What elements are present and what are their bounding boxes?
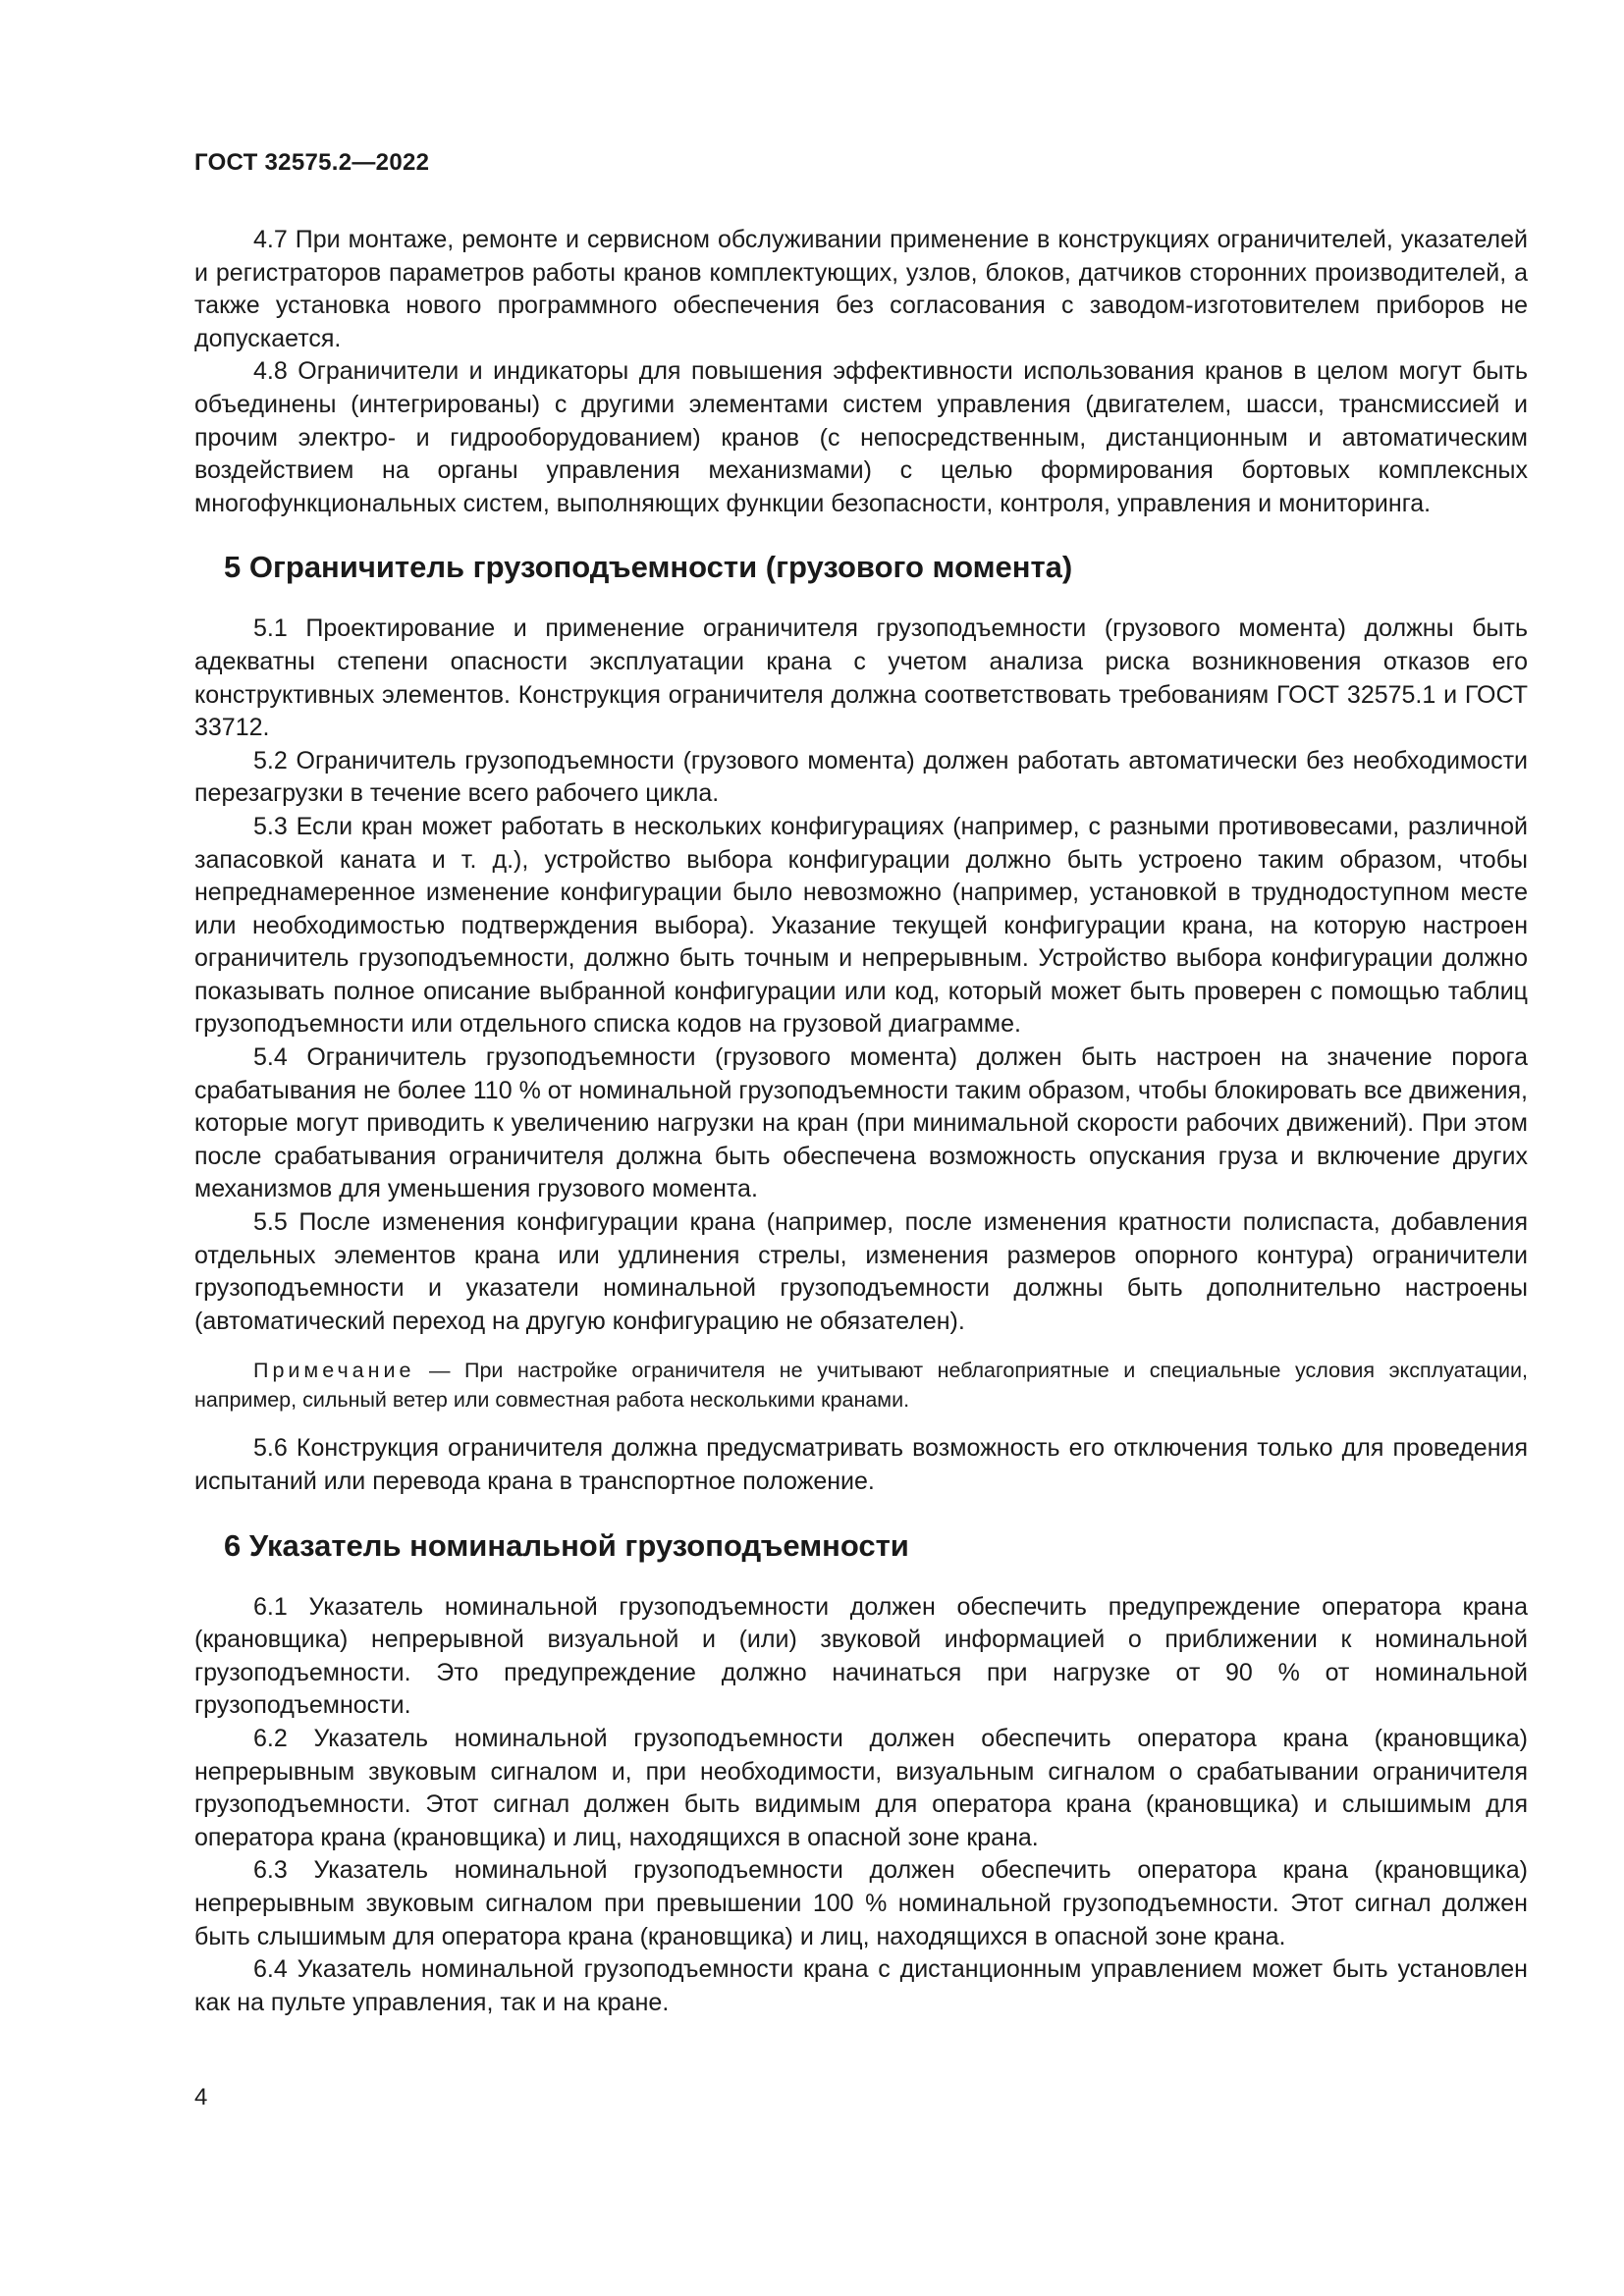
paragraph-6-1: 6.1 Указатель номинальной грузоподъемности должен обеспечить предупреждение оператора крана (крановщика) непрерывной визуальной и (или) звуковой информацией о приближении к номинальной грузоподъемности. Это предупреждение должно начинаться при нагрузке от 90 % от номинальной грузоподъемности. <box>194 1592 1528 1720</box>
paragraph-5-2: 5.2 Ограничитель грузоподъемности (грузового момента) должен работать автоматически без необходимости перезагрузки в течение всего рабочего цикла. <box>194 746 1528 808</box>
paragraph-6-4: 6.4 Указатель номинальной грузоподъемности крана с дистанционным управлением может быть установлен как на пульте управления, так и на кране. <box>194 1955 1528 2016</box>
paragraph-5-1: 5.1 Проектирование и применение ограничителя грузоподъемности (грузового момента) должны быть адекватны степени опасности эксплуатации крана с учетом анализа риска возникновения отказов его конструктивных элементов. Конструкция ограничителя должна соответствовать требованиям ГОСТ 32575.1 и ГОСТ 33712. <box>194 614 1528 742</box>
paragraph-5-5: 5.5 После изменения конфигурации крана (например, после изменения кратности полиспаста, добавления отдельных элементов крана или удлинения стрелы, изменения размеров опорного контура) ограничители грузоподъемности и указатели номинальной грузоподъемности должны быть дополнительно настроены (автоматический переход на другую конфигурацию не обязателен). <box>194 1208 1528 1335</box>
paragraph-6-3: 6.3 Указатель номинальной грузоподъемности должен обеспечить оператора крана (крановщика) непрерывным звуковым сигналом при превышении 100 % номинальной грузоподъемности. Этот сигнал должен быть слышимым для оператора крана (крановщика) и лиц, находящихся в опасной зоне крана. <box>194 1856 1528 1950</box>
note <box>194 1356 1528 1415</box>
paragraph-5-3: 5.3 Если кран может работать в нескольких конфигурациях (например, с разными противовесами, различной запасовкой каната и т. д.), устройство выбора конфигурации должно быть устроено таким образом, чтобы непреднамеренное изменение конфигурации было невозможно (например, установкой в труднодоступном месте или необходимостью подтверждения выбора). Указание текущей конфигурации крана, на которую настроен ограничитель грузоподъемности, должно быть точным и непрерывным. Устройство выбора конфигурации должно показывать полное описание выбранной конфигурации или код, который может быть проверен с помощью таблиц грузоподъемности или отдельного списка кодов на грузовой диаграмме. <box>194 812 1528 1039</box>
page-content <box>194 224 1528 2019</box>
paragraph-4-7: 4.7 При монтаже, ремонте и сервисном обслуживании применение в конструкциях ограничителей, указателей и регистраторов параметров работы кранов комплектующих, узлов, блоков, датчиков сторонних производителей, а также установка нового программного обеспечения без согласования с заводом-изготовителем приборов не допускается. <box>194 226 1528 352</box>
page-number: 4 <box>194 2084 208 2110</box>
paragraph-4-8: 4.8 Ограничители и индикаторы для повышения эффективности использования кранов в целом могут быть объединены (интегрированы) с другими элементами систем управления (двигателем, шасси, трансмиссией и прочим электро- и гидрооборудованием) кранов (с непосредственным, дистанционным и автоматическим воздействием на органы управления механизмами) с целью формирования бортовых комплексных многофункциональных систем, выполняющих функции безопасности, контроля, управления и мониторинга. <box>194 357 1528 517</box>
paragraph-6-2: 6.2 Указатель номинальной грузоподъемности должен обеспечить оператора крана (крановщика) непрерывным звуковым сигналом и, при необходимости, визуальным сигналом о срабатывании ограничителя грузоподъемности. Этот сигнал должен быть видимым для оператора крана (крановщика) и слышимым для оператора крана (крановщика) и лиц, находящихся в опасной зоне крана. <box>194 1724 1528 1851</box>
section-heading-5: 5 Ограничитель грузоподъемности (грузового момента) <box>224 550 1073 585</box>
note-label: Примечание <box>253 1359 415 1383</box>
running-header: ГОСТ 32575.2—2022 <box>194 149 430 176</box>
paragraph-5-4: 5.4 Ограничитель грузоподъемности (грузового момента) должен быть настроен на значение порога срабатывания не более 110 % от номинальной грузоподъемности таким образом, чтобы блокировать все движения, которые могут приводить к увеличению нагрузки на кран (при минимальной скорости рабочих движений). При этом после срабатывания ограничителя должна быть обеспечена возможность опускания груза и включение других механизмов для уменьшения грузового момента. <box>194 1043 1528 1203</box>
section-heading-6: 6 Указатель номинальной грузоподъемности <box>224 1527 909 1563</box>
paragraph-5-6: 5.6 Конструкция ограничителя должна предусматривать возможность его отключения только для проведения испытаний или перевода крана в транспортное положение. <box>194 1434 1528 1495</box>
note-text: — При настройке ограничителя не учитывают неблагоприятные и специальные условия эксплуатации, например, сильный ветер или совместная работа несколькими кранами. <box>194 1359 1528 1413</box>
